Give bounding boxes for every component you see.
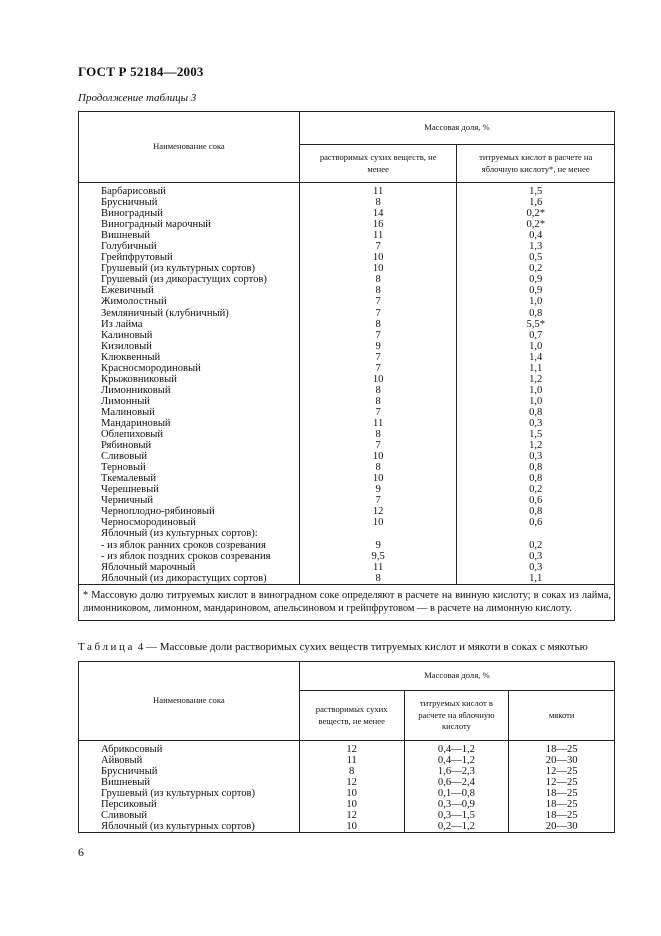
acids-cell: 0,1—0,8 [404,788,509,799]
juice-name-cell: Ткемалевый [79,473,300,484]
table-row [79,766,615,777]
acids-cell [457,528,615,539]
table-row [79,330,615,341]
pulp-cell: 18—25 [509,810,615,821]
table-row [79,528,615,539]
juice-name-cell: Персиковый [79,799,300,810]
table-row [79,208,615,219]
table-row [79,573,615,585]
table-row [79,252,615,263]
juice-name-cell: Виноградный марочный [79,219,300,230]
acids-cell: 0,6—2,4 [404,777,509,788]
juice-name-cell: Абрикосовый [79,741,300,756]
solids-cell: 9,5 [299,551,457,562]
acids-cell: 0,3—0,9 [404,799,509,810]
t3-footnote: * Массовую долю титруемых кислот в виноградном соке определяют в расчете на винную кислоту; в соках из лайма, лимонниковом, лимонном, мандариновом, апельсиновом и грейпфрутовом — в расчете на лимонную кислоту. [79,584,615,620]
table-row [79,755,615,766]
juice-name-cell: Кизиловый [79,341,300,352]
table-row [79,440,615,451]
juice-name-cell: Айвовый [79,755,300,766]
table-row [79,385,615,396]
solids-cell: 8 [299,197,457,208]
acids-cell: 1,2 [457,374,615,385]
juice-name-cell: Черноплодно-рябиновый [79,506,300,517]
table-row [79,821,615,833]
acids-cell: 1,5 [457,429,615,440]
juice-name-cell: Голубичный [79,241,300,252]
solids-cell: 7 [299,495,457,506]
table-row [79,551,615,562]
acids-cell: 0,6 [457,495,615,506]
acids-cell: 0,7 [457,330,615,341]
pulp-cell: 12—25 [509,777,615,788]
table-row [79,418,615,429]
pulp-cell: 20—30 [509,755,615,766]
page-number: 6 [78,845,84,859]
juice-name-cell: Вишневый [79,777,300,788]
juice-name-cell: Грушевый (из культурных сортов) [79,263,300,274]
juice-name-cell: Яблочный (из культурных сортов) [79,821,300,833]
solids-cell: 8 [299,319,457,330]
table-row [79,296,615,307]
juice-name-cell: Барбарисовый [79,183,300,198]
pulp-cell: 18—25 [509,799,615,810]
t3-header-name: Наименование сока [79,112,300,183]
table-row [79,341,615,352]
acids-cell: 1,0 [457,296,615,307]
acids-cell: 1,6 [457,197,615,208]
pulp-cell: 18—25 [509,741,615,756]
table-row [79,810,615,821]
acids-cell: 1,0 [457,396,615,407]
acids-cell: 0,2 [457,540,615,551]
solids-cell: 8 [299,396,457,407]
table-row [79,319,615,330]
acids-cell: 0,9 [457,274,615,285]
solids-cell: 8 [299,274,457,285]
juice-name-cell: Черносмородиновый [79,517,300,528]
acids-cell: 1,1 [457,573,615,585]
t4-body [79,741,615,833]
juice-name-cell: Красносмородиновый [79,363,300,374]
t4-header-group: Массовая доля, % [299,662,614,691]
solids-cell: 10 [299,263,457,274]
table-row [79,285,615,296]
table-4 [78,661,615,833]
solids-cell: 8 [299,429,457,440]
table-row [79,517,615,528]
solids-cell: 10 [299,451,457,462]
acids-cell: 1,2 [457,440,615,451]
table-row [79,374,615,385]
solids-cell: 7 [299,330,457,341]
solids-cell: 10 [299,788,404,799]
solids-cell: 8 [299,385,457,396]
solids-cell: 11 [299,562,457,573]
acids-cell: 0,9 [457,285,615,296]
pulp-cell: 20—30 [509,821,615,833]
juice-name-cell: Лимонниковый [79,385,300,396]
solids-cell: 9 [299,540,457,551]
solids-cell: 10 [299,374,457,385]
solids-cell: 9 [299,484,457,495]
table-row [79,274,615,285]
solids-cell: 11 [299,418,457,429]
solids-cell: 12 [299,810,404,821]
table-row [79,197,615,208]
juice-name-cell: Яблочный марочный [79,562,300,573]
table-row [79,183,615,198]
juice-name-cell: Черничный [79,495,300,506]
acids-cell: 0,2* [457,219,615,230]
t3-header-acids: титруемых кислот в расчете на яблочную кислоту*, не менее [457,145,615,183]
juice-name-cell: Вишневый [79,230,300,241]
juice-name-cell: Грейпфрутовый [79,252,300,263]
table-row [79,484,615,495]
juice-name-cell: Черешневый [79,484,300,495]
solids-cell: 8 [299,285,457,296]
acids-cell: 0,2 [457,263,615,274]
solids-cell: 10 [299,799,404,810]
juice-name-cell: Грушевый (из дикорастущих сортов) [79,274,300,285]
acids-cell: 1,0 [457,385,615,396]
juice-name-cell: Грушевый (из культурных сортов) [79,788,300,799]
juice-name-cell: Облепиховый [79,429,300,440]
acids-cell: 1,6—2,3 [404,766,509,777]
table-row [79,363,615,374]
table-row [79,495,615,506]
table-row [79,462,615,473]
t3-header-group: Массовая доля, % [299,112,614,145]
table-row [79,473,615,484]
table-row [79,219,615,230]
table-row [79,352,615,363]
acids-cell: 0,3 [457,551,615,562]
table-row [79,396,615,407]
table-row [79,540,615,551]
juice-name-cell: Калиновый [79,330,300,341]
juice-name-cell: - из яблок ранних сроков созревания [79,540,300,551]
acids-cell: 0,8 [457,407,615,418]
juice-name-cell: Яблочный (из культурных сортов): [79,528,300,539]
solids-cell: 10 [299,517,457,528]
acids-cell: 0,5 [457,252,615,263]
solids-cell: 11 [299,230,457,241]
caption-text: 4 — Массовые доли растворимых сухих веществ титруемых кислот и мякоти в соках с мякотью [135,641,588,653]
table-row [79,230,615,241]
juice-name-cell: Клюквенный [79,352,300,363]
juice-name-cell: Из лайма [79,319,300,330]
acids-cell: 0,3—1,5 [404,810,509,821]
solids-cell: 11 [299,755,404,766]
acids-cell: 5,5* [457,319,615,330]
solids-cell: 10 [299,821,404,833]
juice-name-cell: Ежевичный [79,285,300,296]
acids-cell: 1,1 [457,363,615,374]
solids-cell: 8 [299,462,457,473]
solids-cell: 7 [299,241,457,252]
acids-cell: 1,5 [457,183,615,198]
table-row [79,308,615,319]
juice-name-cell: Малиновый [79,407,300,418]
solids-cell: 7 [299,352,457,363]
solids-cell: 11 [299,183,457,198]
table-3 [78,111,615,621]
table-row [79,506,615,517]
acids-cell: 0,2* [457,208,615,219]
document-title: ГОСТ Р 52184—2003 [78,64,204,79]
juice-name-cell: Виноградный [79,208,300,219]
t4-header-acids: титруемых кислот в расчете на яблочную кислоту [404,691,509,741]
solids-cell: 7 [299,363,457,374]
acids-cell: 1,4 [457,352,615,363]
pulp-cell: 18—25 [509,788,615,799]
solids-cell [299,528,457,539]
table-row [79,562,615,573]
juice-name-cell: - из яблок поздних сроков созревания [79,551,300,562]
juice-name-cell: Лимонный [79,396,300,407]
acids-cell: 0,3 [457,562,615,573]
solids-cell: 14 [299,208,457,219]
table-row [79,799,615,810]
t4-header-name: Наименование сока [79,662,300,741]
juice-name-cell: Крыжовниковый [79,374,300,385]
solids-cell: 8 [299,766,404,777]
acids-cell: 0,8 [457,473,615,484]
acids-cell: 0,8 [457,462,615,473]
solids-cell: 12 [299,777,404,788]
juice-name-cell: Яблочный (из дикорастущих сортов) [79,573,300,585]
acids-cell: 0,8 [457,506,615,517]
acids-cell: 0,4—1,2 [404,741,509,756]
juice-name-cell: Земляничный (клубничный) [79,308,300,319]
solids-cell: 9 [299,341,457,352]
t4-header-solids: растворимых сухих веществ, не менее [299,691,404,741]
acids-cell: 0,3 [457,451,615,462]
juice-name-cell: Рябиновый [79,440,300,451]
solids-cell: 7 [299,296,457,307]
table-continuation-label: Продолжение таблицы 3 [78,92,197,104]
acids-cell: 0,6 [457,517,615,528]
pulp-cell: 12—25 [509,766,615,777]
table-row [79,429,615,440]
acids-cell: 0,4 [457,230,615,241]
acids-cell: 0,2 [457,484,615,495]
solids-cell: 8 [299,573,457,585]
table-row [79,777,615,788]
juice-name-cell: Жимолостный [79,296,300,307]
table-row [79,741,615,756]
solids-cell: 12 [299,741,404,756]
solids-cell: 7 [299,308,457,319]
juice-name-cell: Мандариновый [79,418,300,429]
juice-name-cell: Сливовый [79,810,300,821]
table-row [79,241,615,252]
acids-cell: 0,4—1,2 [404,755,509,766]
juice-name-cell: Терновый [79,462,300,473]
solids-cell: 10 [299,473,457,484]
acids-cell: 0,8 [457,308,615,319]
table-row [79,788,615,799]
acids-cell: 0,2—1,2 [404,821,509,833]
t3-body [79,183,615,585]
table-4-caption [78,641,588,653]
acids-cell: 1,3 [457,241,615,252]
caption-word: Таблица [78,641,135,653]
solids-cell: 16 [299,219,457,230]
solids-cell: 7 [299,407,457,418]
juice-name-cell: Сливовый [79,451,300,462]
table-row [79,263,615,274]
acids-cell: 1,0 [457,341,615,352]
juice-name-cell: Брусничный [79,197,300,208]
solids-cell: 7 [299,440,457,451]
juice-name-cell: Брусничный [79,766,300,777]
solids-cell: 10 [299,252,457,263]
table-row [79,451,615,462]
solids-cell: 12 [299,506,457,517]
t3-header-solids: растворимых сухих веществ, не менее [299,145,457,183]
table-row [79,407,615,418]
acids-cell: 0,3 [457,418,615,429]
t4-header-pulp: мякоти [509,691,615,741]
